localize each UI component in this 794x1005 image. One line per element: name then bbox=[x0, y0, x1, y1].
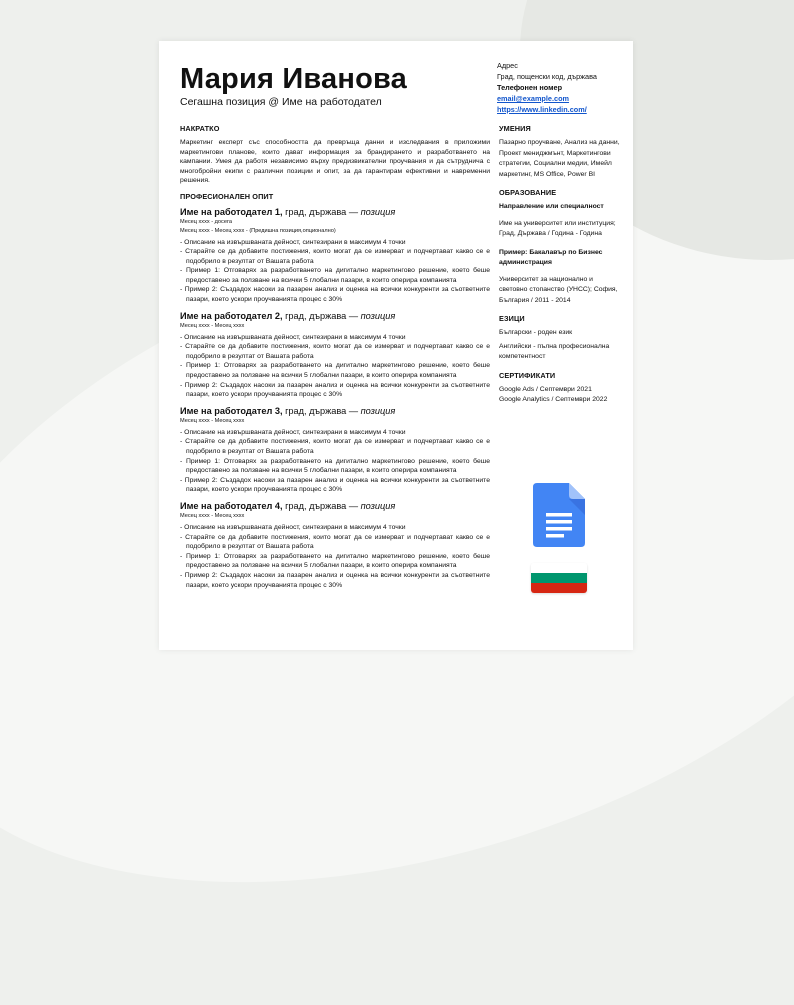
job-bullet: - Описание на извършваната дейност, синтезирани в максимум 4 точки bbox=[180, 428, 490, 438]
job-date: Месец хххх - досега bbox=[180, 218, 232, 225]
job-location: град, държава — bbox=[282, 405, 361, 416]
education-school-2: Университет за национално и световно стопанство (УНСС); София, България / 2011 - 2014 bbox=[499, 275, 618, 304]
job-bullet: - Старайте се да добавите постижения, които могат да се измерват и подчертават какво се е подобрило в резултат от Вашата работа bbox=[180, 247, 490, 266]
job-date: Месец хххх - Месец хххх bbox=[180, 322, 245, 329]
resume-page bbox=[159, 41, 633, 650]
address-value: Град, пощенски код, държава bbox=[497, 72, 597, 81]
languages-heading: ЕЗИЦИ bbox=[499, 314, 525, 323]
job-date: Месец хххх - Месец хххх bbox=[180, 512, 245, 519]
job-entry bbox=[180, 206, 490, 305]
job-bullet: - Пример 1: Отговарях за разработването на дигитално маркетингово решение, което беше предоставено за ползване на всички 5 глобални пазари, в които оперира компанията bbox=[180, 361, 490, 380]
certificates-heading: СЕРТИФИКАТИ bbox=[499, 370, 556, 380]
job-bullet: - Старайте се да добавите постижения, които могат да се измерват и подчертават какво се е подобрило в резултат от Вашата работа bbox=[180, 437, 490, 456]
job-location: град, държава — bbox=[282, 310, 361, 321]
job-position: позиция bbox=[360, 206, 396, 217]
flag-stripe-red bbox=[531, 583, 587, 593]
job-bullet: - Описание на извършваната дейност, синтезирани в максимум 4 точки bbox=[180, 238, 490, 248]
contact-block bbox=[497, 60, 597, 115]
job-bullet: - Старайте се да добавите постижения, които могат да се измерват и подчертават какво се е подобрило в резултат от Вашата работа bbox=[180, 342, 490, 361]
education-heading: ОБРАЗОВАНИЕ bbox=[499, 188, 557, 197]
job-bullet: - Описание на извършваната дейност, синтезирани в максимум 4 точки bbox=[180, 333, 490, 343]
language-2: Английски - пълна професионална компетентност bbox=[499, 342, 610, 360]
resume-subtitle: Сегашна позиция @ Име на работодател bbox=[180, 96, 382, 108]
job-bullet: - Пример 2: Създадох насоки за пазарен анализ и оценка на всички конкуренти за съответните пазари, което ускори проучванията процес с 30% bbox=[180, 381, 490, 400]
job-bullet: - Описание на извършваната дейност, синтезирани в максимум 4 точки bbox=[180, 523, 490, 533]
job-entry bbox=[180, 310, 490, 400]
left-column bbox=[180, 124, 490, 595]
job-location: град, държава — bbox=[282, 206, 361, 217]
job-bullets bbox=[180, 333, 490, 400]
flag-stripe-green bbox=[531, 573, 587, 583]
job-bullets bbox=[180, 238, 490, 305]
language-1: Български - роден език bbox=[499, 329, 573, 336]
job-title bbox=[180, 405, 490, 417]
job-employer: Име на работодател 4, bbox=[180, 500, 283, 511]
job-position: позиция bbox=[360, 500, 396, 511]
job-bullets bbox=[180, 428, 490, 495]
address-label: Адрес bbox=[497, 61, 518, 70]
phone-label: Телефонен номер bbox=[497, 83, 563, 92]
summary-heading: НАКРАТКО bbox=[180, 124, 220, 133]
job-title bbox=[180, 500, 490, 512]
job-title bbox=[180, 310, 490, 322]
certificate-1: Google Ads / Септември 2021 bbox=[499, 385, 592, 393]
job-employer: Име на работодател 2, bbox=[180, 310, 283, 321]
job-date: Месец хххх - Месец хххх bbox=[180, 417, 245, 424]
email-link[interactable]: email@example.com bbox=[497, 94, 570, 103]
job-bullets bbox=[180, 523, 490, 590]
job-position: позиция bbox=[360, 310, 396, 321]
summary-text: Маркетинг експерт със способността да превръща данни и изследвания в приложими маркетингови планове, които дават информация за брандирането и разработването на кампании. Умея да работя независимо върху предизвикателни проучвания и да сътруднича с многобройни екипи с различни позиции и опит, за да гарантирам ефективни и навременни решения. bbox=[180, 139, 490, 184]
job-bullet: - Пример 1: Отговарях за разработването на дигитално маркетингово решение, което беше предоставено за ползване на всички 5 глобални пазари, в които оперира компанията bbox=[180, 552, 490, 571]
right-column bbox=[499, 124, 621, 414]
certificate-2: Google Analytics / Септември 2022 bbox=[499, 396, 608, 403]
job-bullet: - Пример 2: Създадох насоки за пазарен анализ и оценка на всички конкуренти за съответните пазари, което ускори проучванията процес с 30% bbox=[180, 476, 490, 495]
job-entry bbox=[180, 405, 490, 495]
job-employer: Име на работодател 3, bbox=[180, 405, 283, 416]
job-employer: Име на работодател 1, bbox=[180, 206, 283, 217]
education-school-1: Име на университет или институция; Град, Държава / Година - Година bbox=[499, 219, 616, 237]
job-position: позиция bbox=[360, 405, 396, 416]
job-bullet: - Старайте се да добавите постижения, които могат да се измерват и подчертават какво се е подобрило в резултат от Вашата работа bbox=[180, 533, 490, 552]
bulgaria-flag-icon bbox=[531, 563, 587, 593]
linkedin-link[interactable]: https://www.linkedin.com/ bbox=[497, 105, 587, 114]
flag-stripe-white bbox=[531, 563, 587, 573]
job-date: Месец хххх - Месец хххх - (Предишна позиция,опционално) bbox=[180, 227, 336, 234]
education-field-2: Пример: Бакалавър по Бизнес администрация bbox=[499, 248, 603, 266]
job-bullet: - Пример 2: Създадох насоки за пазарен анализ и оценка на всички конкуренти за съответните пазари, което ускори проучванията процес с 30% bbox=[180, 571, 490, 590]
job-location: град, държава — bbox=[282, 500, 361, 511]
job-bullet: - Пример 1: Отговарях за разработването на дигитално маркетингово решение, което беше предоставено за ползване на всички 5 глобални пазари, в които оперира компанията bbox=[180, 266, 490, 285]
skills-text: Пазарно проучване, Анализ на данни, Проект мениджмънт, Маркетингови стратегии, Социални медии, Имейл маркетинг, MS Office, Power BI bbox=[499, 139, 620, 178]
resume-name: Мария Иванова bbox=[180, 63, 407, 95]
education-field-1: Направление или специалност bbox=[499, 203, 604, 210]
job-bullet: - Пример 1: Отговарях за разработването на дигитално маркетингово решение, което беше предоставено за ползване на всички 5 глобални пазари, в които оперира компанията bbox=[180, 457, 490, 476]
job-entry bbox=[180, 500, 490, 590]
experience-heading: ПРОФЕСИОНАЛЕН ОПИТ bbox=[180, 191, 274, 201]
google-docs-icon bbox=[533, 483, 585, 547]
job-title bbox=[180, 206, 490, 218]
job-bullet: - Пример 2: Създадох насоки за пазарен анализ и оценка на всички конкуренти за съответните пазари, което ускори проучванията процес с 30% bbox=[180, 285, 490, 304]
skills-heading: УМЕНИЯ bbox=[499, 124, 531, 133]
